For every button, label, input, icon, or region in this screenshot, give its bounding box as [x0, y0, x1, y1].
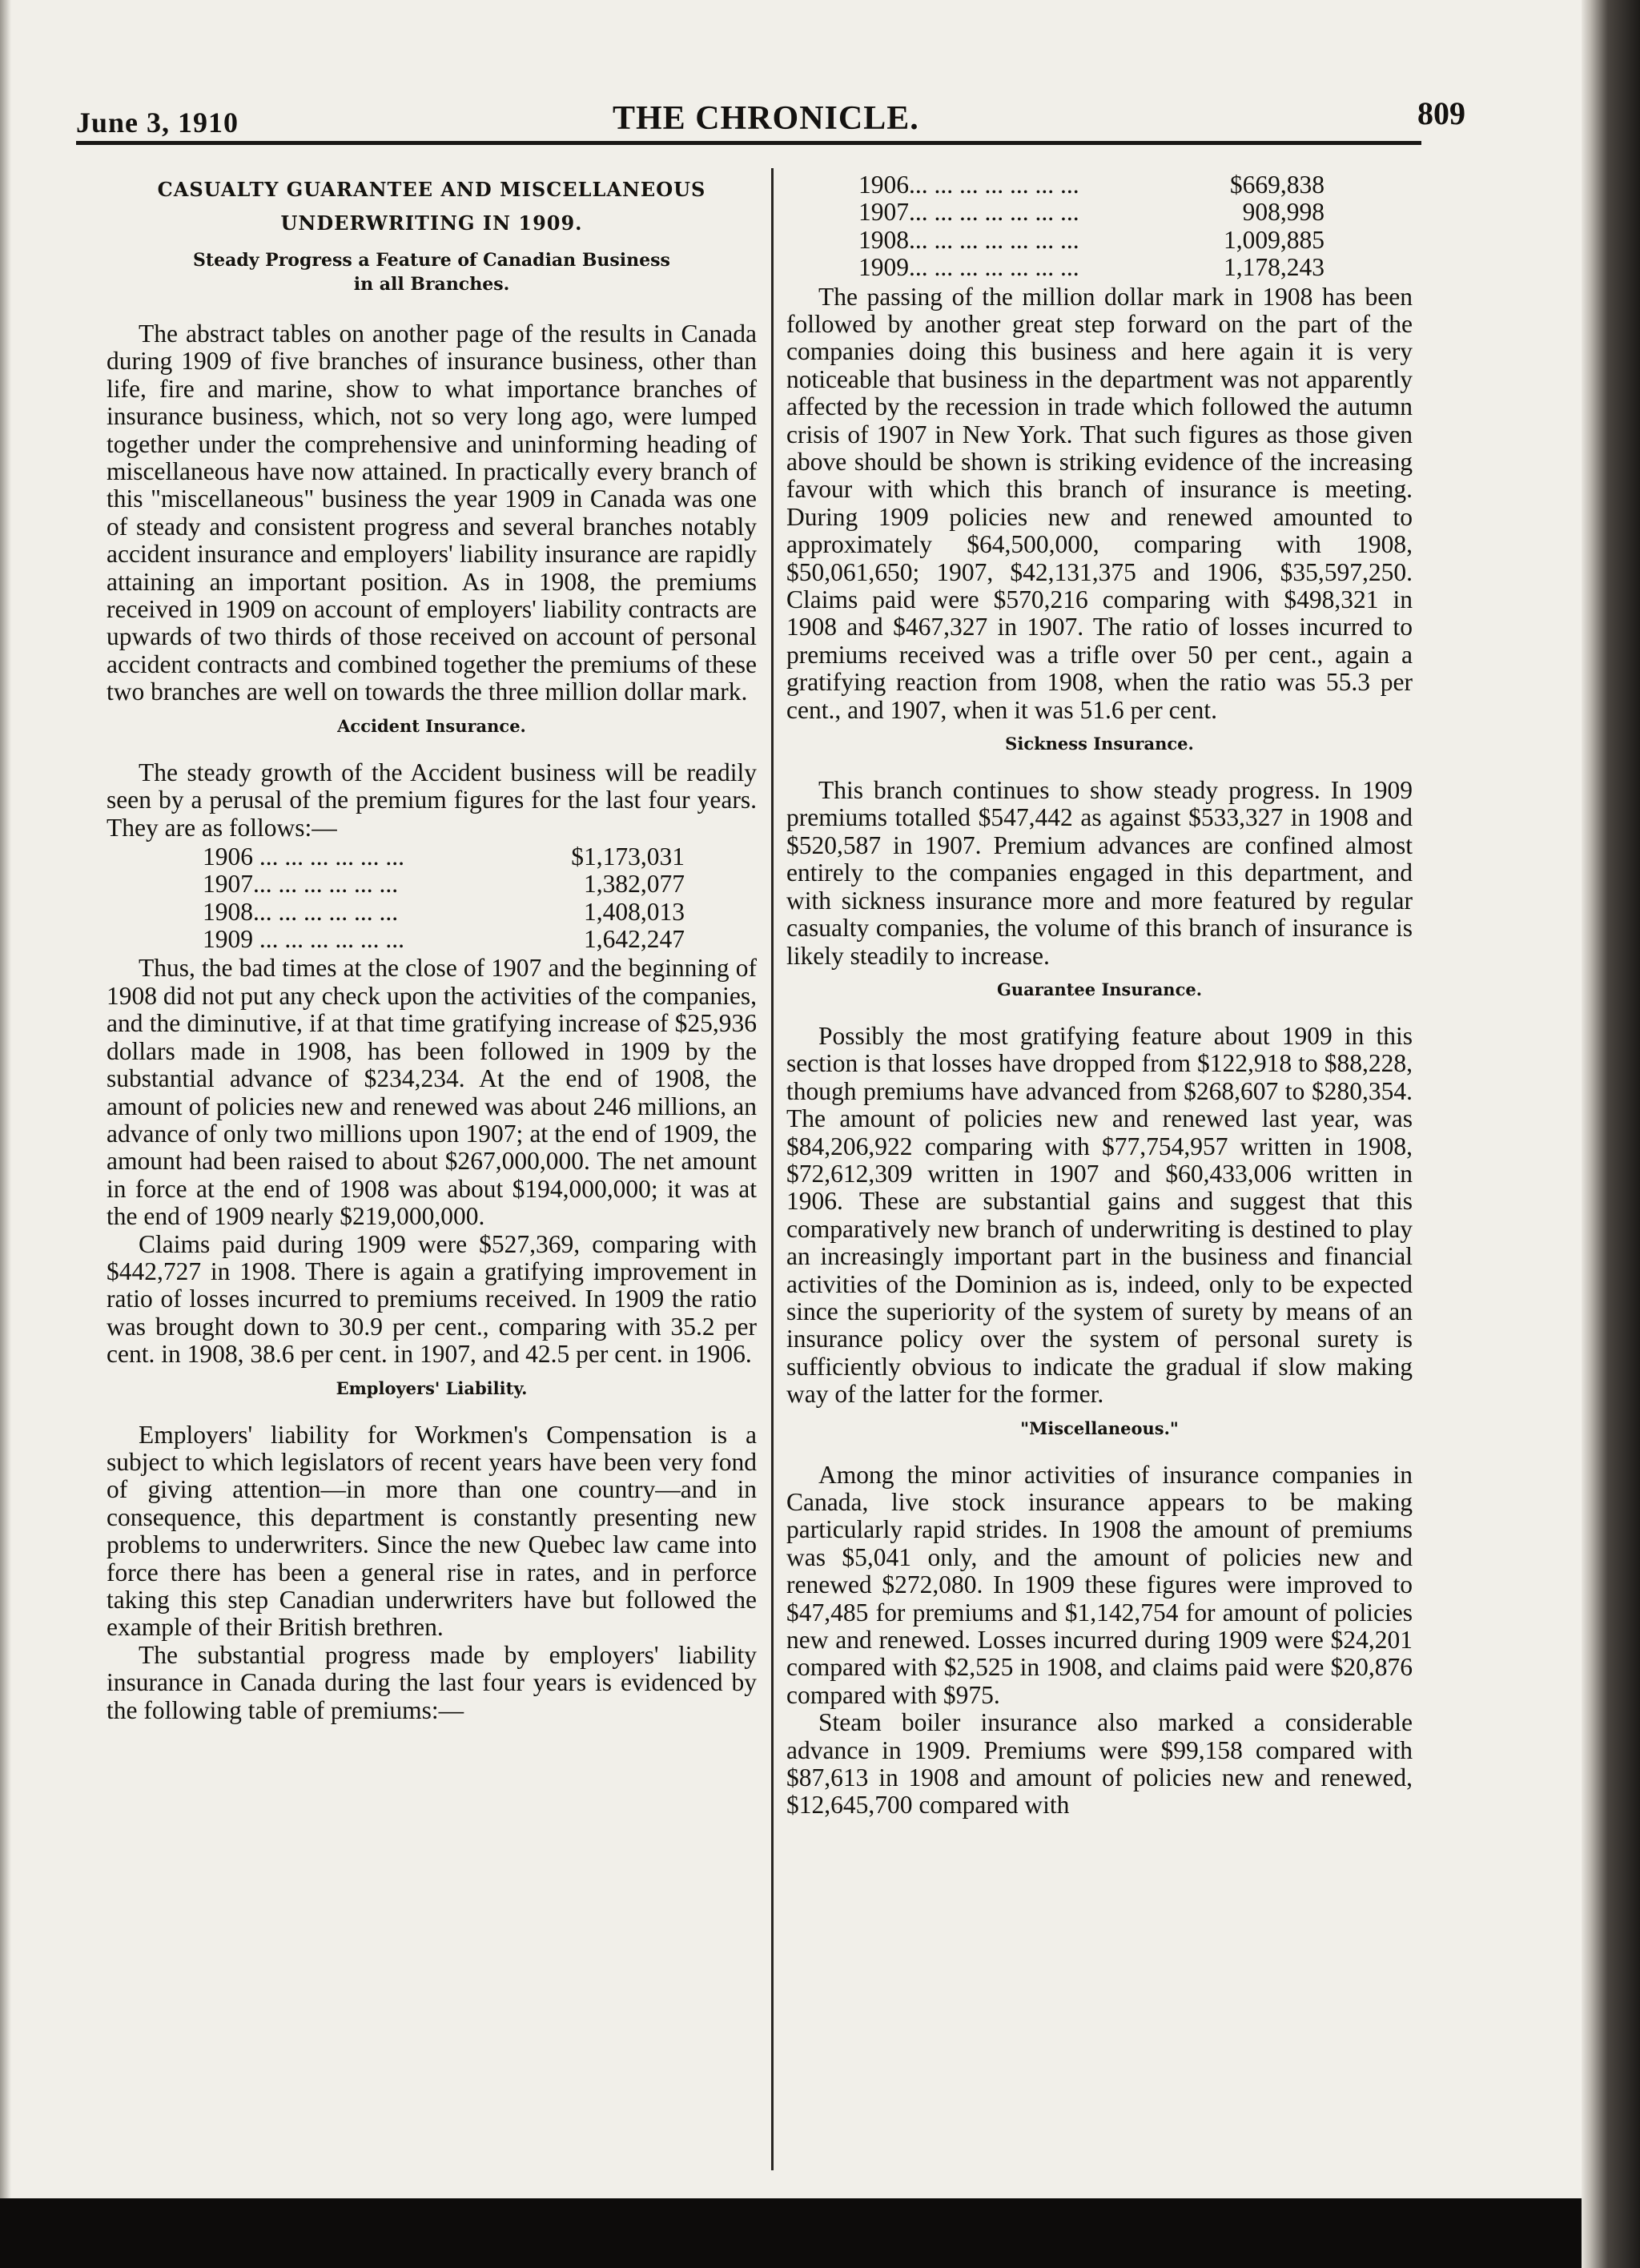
article-title — [107, 173, 757, 240]
table-year: 1909 — [203, 925, 253, 954]
miscellaneous-paragraph: Steam boiler insurance also marked a considerable advance in 1909. Premiums were $99,158 compared with $87,613 in 1908 and amount of policies new and renewed, $12,645,700 compared with — [786, 1708, 1413, 1820]
table-row — [107, 899, 757, 926]
table-year: 1907 — [203, 870, 253, 899]
table-row — [107, 843, 757, 871]
table-row — [786, 254, 1413, 281]
column-rule — [771, 168, 774, 2170]
table-row — [786, 199, 1413, 226]
issue-date: June 3, 1910 — [76, 107, 239, 139]
section-heading-employers: Employers' Liability. — [336, 1377, 528, 1398]
table-leader: ... ... ... ... ... ... — [253, 842, 404, 871]
section-heading-sickness: Sickness Insurance. — [1005, 734, 1194, 754]
left-column — [107, 160, 757, 1724]
miscellaneous-paragraph: Among the minor activities of insurance companies in Canada, live stock insurance appears to be making particularly rapid strides. In 1908 the amount of premiums was $5,041 only, and the amount of policies new and renewed $272,080. In 1909 these figures were improved to $47,485 for premiums and $1,142,754 for amount of policies new and renewed. Losses incurred during 1909 were $24,201 compared with $2,525 in 1908, and claims paid were $20,876 compared with $975. — [786, 1460, 1413, 1709]
table-row — [107, 926, 757, 953]
table-row — [107, 871, 757, 898]
section-heading-guarantee: Guarantee Insurance. — [996, 979, 1203, 999]
page-edge-shadow — [0, 0, 11, 2198]
table-value: 1,408,013 — [584, 897, 685, 926]
table-value: $669,838 — [1229, 171, 1324, 199]
accident-paragraph: The steady growth of the Accident business will be readily seen by a perusal of the premium figures for the last four years. They are as follows:— — [107, 758, 757, 842]
table-year: 1907 — [858, 198, 909, 227]
table-leader: ... ... ... ... ... ... ... — [909, 253, 1079, 282]
publication-title: THE CHRONICLE. — [613, 100, 919, 137]
employers-premium-table — [786, 171, 1413, 282]
table-row — [786, 171, 1413, 199]
table-value: 1,382,077 — [584, 870, 685, 899]
table-leader: ... ... ... ... ... ... ... — [909, 198, 1079, 227]
article-title-line: UNDERWRITING IN 1909. — [280, 211, 583, 235]
employers-paragraph: Employers' liability for Workmen's Compensation is a subject to which legislators of recent years have been very fond of giving attention—in more than one country—and in consequence, this department is constantly presenting new problems to underwriters. Since the new Quebec law came into force there has been a general rise in rates, and in perforce taking this step Canadian underwriters have but followed the example of their British brethren. — [107, 1420, 757, 1642]
accident-premium-table — [107, 843, 757, 954]
article-subtitle-line: Steady Progress a Feature of Canadian Business — [193, 250, 670, 271]
table-year: 1906 — [858, 171, 909, 199]
article-subtitle-line: in all Branches. — [353, 274, 510, 295]
table-value: 1,009,885 — [1224, 225, 1324, 254]
table-value: $1,173,031 — [571, 842, 685, 871]
table-leader: ... ... ... ... ... ... — [253, 925, 404, 954]
accident-paragraph: Thus, the bad times at the close of 1907 and the beginning of 1908 did not put any check upon the activities of the companies, and the diminutive, if at that time gratifying increase of $25,936 dollars made in 1908, has been followed in 1909 by the substantial advance of $234,234. At the end of 1908, the amount of policies new and renewed was about 246 millions, an advance of only two millions upon 1907; at the end of 1909, the amount had been raised to about $267,000,000. The net amount in force at the end of 1908 was about $194,000,000; it was at the end of 1909 nearly $219,000,000. — [107, 954, 757, 1231]
table-row — [786, 227, 1413, 254]
table-year: 1908 — [203, 897, 253, 926]
section-heading-miscellaneous: "Miscellaneous." — [1020, 1418, 1179, 1438]
table-value: 1,178,243 — [1224, 253, 1324, 282]
table-value: 908,998 — [1242, 198, 1324, 227]
guarantee-paragraph: Possibly the most gratifying feature about 1909 in this section is that losses have dropped from $122,918 to $88,228, though premiums have advanced from $268,607 to $280,354. The amount of policies new and renewed last year, was $84,206,922 comparing with $77,754,957 written in 1908, $72,612,309 written in 1907 and $60,433,006 written in 1906. These are substantial gains and suggest that this comparatively new branch of underwriting is destined to play an increasingly important part in the business and financial activities of the Dominion as is, indeed, only to be expected since the superiority of the system of surety by means of an insurance policy over the system of personal surety is sufficiently obvious to indicate the gradual if slow making way of the latter for the former. — [786, 1021, 1413, 1409]
section-heading-accident: Accident Insurance. — [337, 715, 526, 736]
table-leader: ... ... ... ... ... ... ... — [909, 225, 1079, 254]
table-year: 1906 — [203, 842, 253, 871]
table-year: 1909 — [858, 253, 909, 282]
scan-bottom-edge — [0, 2198, 1582, 2268]
employers-paragraph: The substantial progress made by employers' liability insurance in Canada during the last four years is evidenced by the following table of premiums:— — [107, 1640, 757, 1724]
table-year: 1908 — [858, 225, 909, 254]
table-leader: ... ... ... ... ... ... ... — [909, 171, 1079, 199]
article-subtitle — [107, 248, 757, 296]
sickness-paragraph: This branch continues to show steady progress. In 1909 premiums totalled $547,442 as against $533,327 in 1908 and $520,587 in 1907. Premium advances are confined almost entirely to the companies engaged in this department, and with sickness insurance more and more featured by regular casualty companies, the volume of this branch of insurance is likely steadily to increase. — [786, 776, 1413, 970]
article-title-line: CASUALTY GUARANTEE AND MISCELLANEOUS — [157, 178, 706, 201]
employers-paragraph: The passing of the million dollar mark in 1908 has been followed by another great step forward on the part of the companies doing this business and here again it is very noticeable that business in the department was not apparently affected by the recession in trade which followed the autumn crisis of 1907 in New York. That such figures as those given above should be shown is striking evidence of the increasing favour with which this branch of insurance is meeting. During 1909 policies new and renewed amounted to approximately $64,500,000, comparing with 1908, $50,061,650; 1907, $42,131,375 and 1906, $35,597,250. Claims paid were $570,216 comparing with $498,321 in 1908 and $467,327 in 1907. The ratio of losses incurred to premiums received was a trifle over 50 per cent., again a gratifying reaction from 1908, when the ratio was 55.3 per cent., and 1907, when it was 51.6 per cent. — [786, 282, 1413, 724]
table-leader: ... ... ... ... ... ... — [253, 897, 399, 926]
header-rule — [76, 141, 1421, 145]
table-leader: ... ... ... ... ... ... — [253, 870, 399, 899]
table-value: 1,642,247 — [584, 925, 685, 954]
accident-paragraph: Claims paid during 1909 were $527,369, comparing with $442,727 in 1908. There is again a gratifying improvement in ratio of losses incurred to premiums received. In 1909 the ratio was brought down to 30.9 per cent., comparing with 35.2 per cent. in 1908, 38.6 per cent. in 1907, and 42.5 per cent. in 1906. — [107, 1229, 757, 1369]
page-number: 809 — [1417, 95, 1465, 131]
intro-paragraph: The abstract tables on another page of the results in Canada during 1909 of five branches of insurance business, other than life, fire and marine, show to what importance branches of insurance business, which, not so very long ago, were lumped together under the comprehensive and uninforming heading of miscellaneous have now attained. In practically every branch of this "miscellaneous" business the year 1909 in Canada was one of steady and consistent progress and several branches notably accident insurance and employers' liability insurance are rapidly attaining an important position. As in 1908, the premiums received in 1909 on account of employers' liability contracts are upwards of two thirds of those received on account of personal accident contracts and combined together the premiums of these two branches are well on towards the three million dollar mark. — [107, 320, 757, 706]
book-spine — [1582, 0, 1640, 2268]
right-column — [786, 170, 1413, 1820]
